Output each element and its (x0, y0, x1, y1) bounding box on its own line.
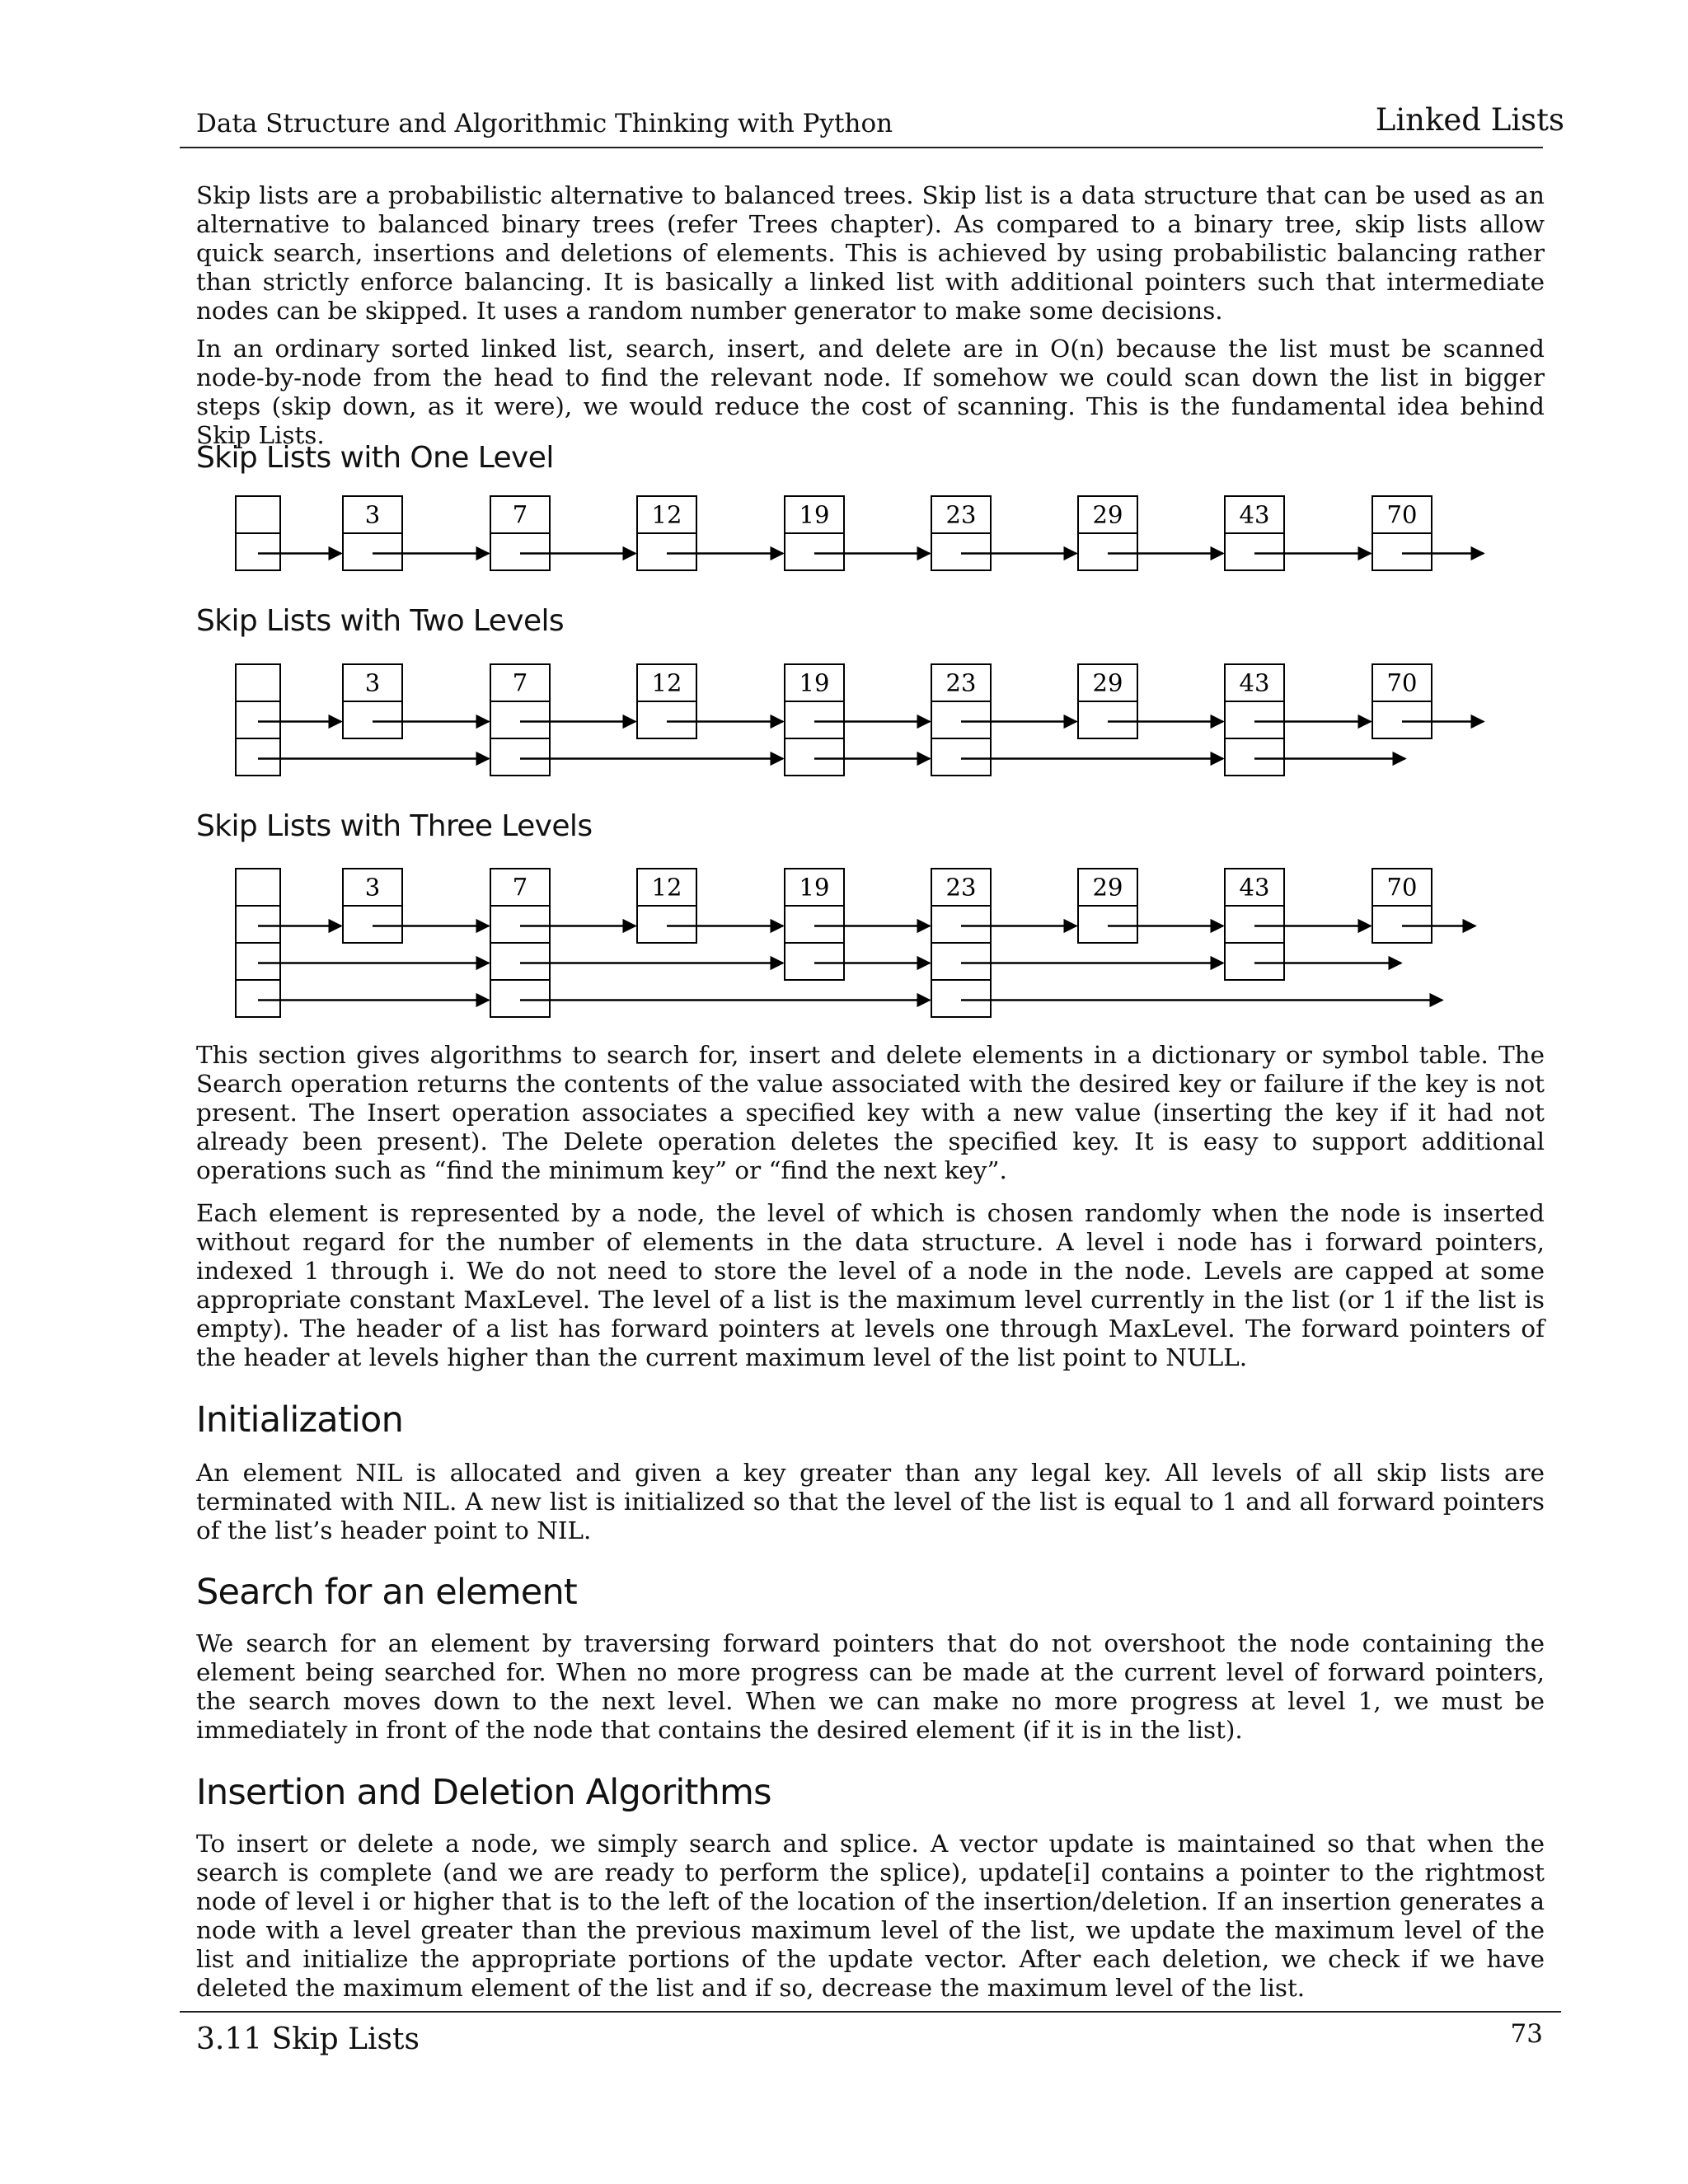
node-cell (1372, 533, 1432, 570)
initialization-text: An element NIL is allocated and given a key greater than any legal key. All levels of all skip lists are terminated with NIL. A new list is initialized so that the level of the list is equal to 1 and all forward pointers of the list’s header point to NIL. (196, 1459, 1545, 1544)
page-number: 73 (1510, 2019, 1543, 2049)
node-cell (490, 943, 550, 980)
header-cell (236, 738, 280, 776)
node-key: 3 (364, 668, 381, 697)
node-key: 43 (1239, 500, 1270, 529)
node-cell (343, 533, 402, 570)
fig3-group (236, 869, 1475, 1017)
node-key: 29 (1092, 668, 1123, 697)
node-key: 70 (1386, 668, 1418, 697)
node-cell (931, 943, 991, 980)
header-cell (236, 906, 280, 943)
node-cell (637, 533, 696, 570)
header-cell (236, 664, 280, 701)
fig1-group (236, 496, 1484, 570)
node-cell (490, 980, 550, 1017)
figure-two-levels-title: Skip Lists with Two Levels (196, 604, 565, 638)
skiplist-two-levels-diagram (0, 651, 1688, 783)
node-cell (1225, 738, 1284, 776)
footer-rule (180, 2011, 1561, 2013)
node-key: 19 (799, 500, 830, 529)
node-cell (1372, 701, 1432, 738)
running-header-chapter: Linked Lists (1375, 102, 1564, 138)
header-cell (236, 869, 280, 906)
node-cell (343, 701, 402, 738)
node-cell (490, 701, 550, 738)
node-cell (1078, 906, 1137, 943)
node-cell (1078, 533, 1137, 570)
node-cell (637, 906, 696, 943)
node-key: 29 (1092, 873, 1123, 902)
node-cell (931, 701, 991, 738)
header-cell (236, 980, 280, 1017)
node-key: 23 (945, 500, 977, 529)
node-cell (931, 533, 991, 570)
node-key: 29 (1092, 500, 1123, 529)
node-key: 12 (651, 668, 682, 697)
header-cell (236, 496, 280, 533)
node-key: 23 (945, 668, 977, 697)
node-key: 3 (364, 500, 381, 529)
search-heading: Search for an element (196, 1572, 577, 1613)
node-cell (343, 906, 402, 943)
node-key: 70 (1386, 873, 1418, 902)
intro-paragraph-1: Skip lists are a probabilistic alternative to balanced trees. Skip list is a data structure that can be used as an alternative to balanced binary trees (refer Trees chapter). As compared to a binary tree, skip lists allow quick search, insertions and deletions of elements. This is achieved by using probabilistic balancing rather than strictly enforce balancing. It is basically a linked list with additional pointers such that intermediate nodes can be skipped. It uses a random number generator to make some decisions. (196, 181, 1545, 325)
node-cell (1372, 906, 1432, 943)
node-key: 19 (799, 873, 830, 902)
node-cell (931, 738, 991, 776)
node-cell (785, 738, 844, 776)
intro-paragraph-2: In an ordinary sorted linked list, search, insert, and delete are in O(n) because the list must be scanned node-by-node from the head to find the relevant node. If somehow we could scan down the list in bigger steps (skip down, as it were), we would reduce the cost of scanning. This is the fundamental idea behind Skip Lists. (196, 335, 1545, 449)
node-key: 12 (651, 500, 682, 529)
node-key: 23 (945, 873, 977, 902)
node-cell (931, 906, 991, 943)
node-cell (490, 738, 550, 776)
node-cell (637, 701, 696, 738)
operations-paragraph: This section gives algorithms to search for, insert and delete elements in a dictionary or symbol table. The Search operation returns the contents of the value associated with the desired key or failure if the key is not present. The Insert operation associates a specified key with a new value (inserting the key if it had not already been present). The Delete operation deletes the specified key. It is easy to support additional operations such as “find the minimum key” or “find the next key”. (196, 1041, 1545, 1184)
node-cell (490, 533, 550, 570)
node-cell (1225, 906, 1284, 943)
node-key: 7 (512, 873, 528, 902)
node-cell (1225, 943, 1284, 980)
figure-three-levels-title: Skip Lists with Three Levels (196, 809, 593, 843)
node-key: 70 (1386, 500, 1418, 529)
header-rule (180, 147, 1543, 148)
figure-one-level-title: Skip Lists with One Level (196, 441, 554, 475)
node-key: 12 (651, 873, 682, 902)
node-cell (1225, 533, 1284, 570)
node-cell (785, 533, 844, 570)
node-cell (490, 906, 550, 943)
header-cell (236, 943, 280, 980)
skiplist-one-level-diagram (0, 486, 1688, 585)
node-key: 7 (512, 668, 528, 697)
node-cell (785, 943, 844, 980)
node-key: 43 (1239, 873, 1270, 902)
node-cell (931, 980, 991, 1017)
insertion-deletion-text: To insert or delete a node, we simply search and splice. A vector update is maintained so that when the search is complete (and we are ready to perform the splice), update[i] contains a pointer to the rightmost node of level i or higher that is to the left of the location of the insertion/deletion. If an insertion generates a node with a level greater than the previous maximum level of the list, we update the maximum level of the list and initialize the appropriate portions of the update vector. After each deletion, we check if we have deleted the maximum element of the list and if so, decrease the maximum level of the list. (196, 1830, 1545, 2002)
running-header-title: Data Structure and Algorithmic Thinking with Python (196, 109, 893, 138)
header-cell (236, 701, 280, 738)
node-key: 3 (364, 873, 381, 902)
search-text: We search for an element by traversing forward pointers that do not overshoot the node containing the element being searched for. When no more progress can be made at the current level of forward pointers, the search moves down to the next level. When we can make no more progress at level 1, we must be immediately in front of the node that contains the desired element (if it is in the list). (196, 1629, 1545, 1744)
footer-section: 3.11 Skip Lists (196, 2022, 420, 2056)
skiplist-three-levels-diagram (0, 857, 1688, 1022)
insertion-deletion-heading: Insertion and Deletion Algorithms (196, 1772, 771, 1813)
node-level-paragraph: Each element is represented by a node, the level of which is chosen randomly when the node is inserted without regard for the number of elements in the data structure. A level i node has i forward pointers, indexed 1 through i. We do not need to store the level of a node in the node. Levels are capped at some appropriate constant MaxLevel. The level of a list is the maximum level currently in the list (or 1 if the list is empty). The header of a list has forward pointers at levels one through MaxLevel. The forward pointers of the header at levels higher than the current maximum level of the list point to NULL. (196, 1199, 1545, 1371)
initialization-heading: Initialization (196, 1399, 404, 1441)
node-cell (785, 701, 844, 738)
node-key: 19 (799, 668, 830, 697)
node-cell (1225, 701, 1284, 738)
fig2-group (236, 664, 1484, 776)
node-cell (1078, 701, 1137, 738)
header-cell (236, 533, 280, 570)
node-key: 43 (1239, 668, 1270, 697)
node-cell (785, 906, 844, 943)
node-key: 7 (512, 500, 528, 529)
